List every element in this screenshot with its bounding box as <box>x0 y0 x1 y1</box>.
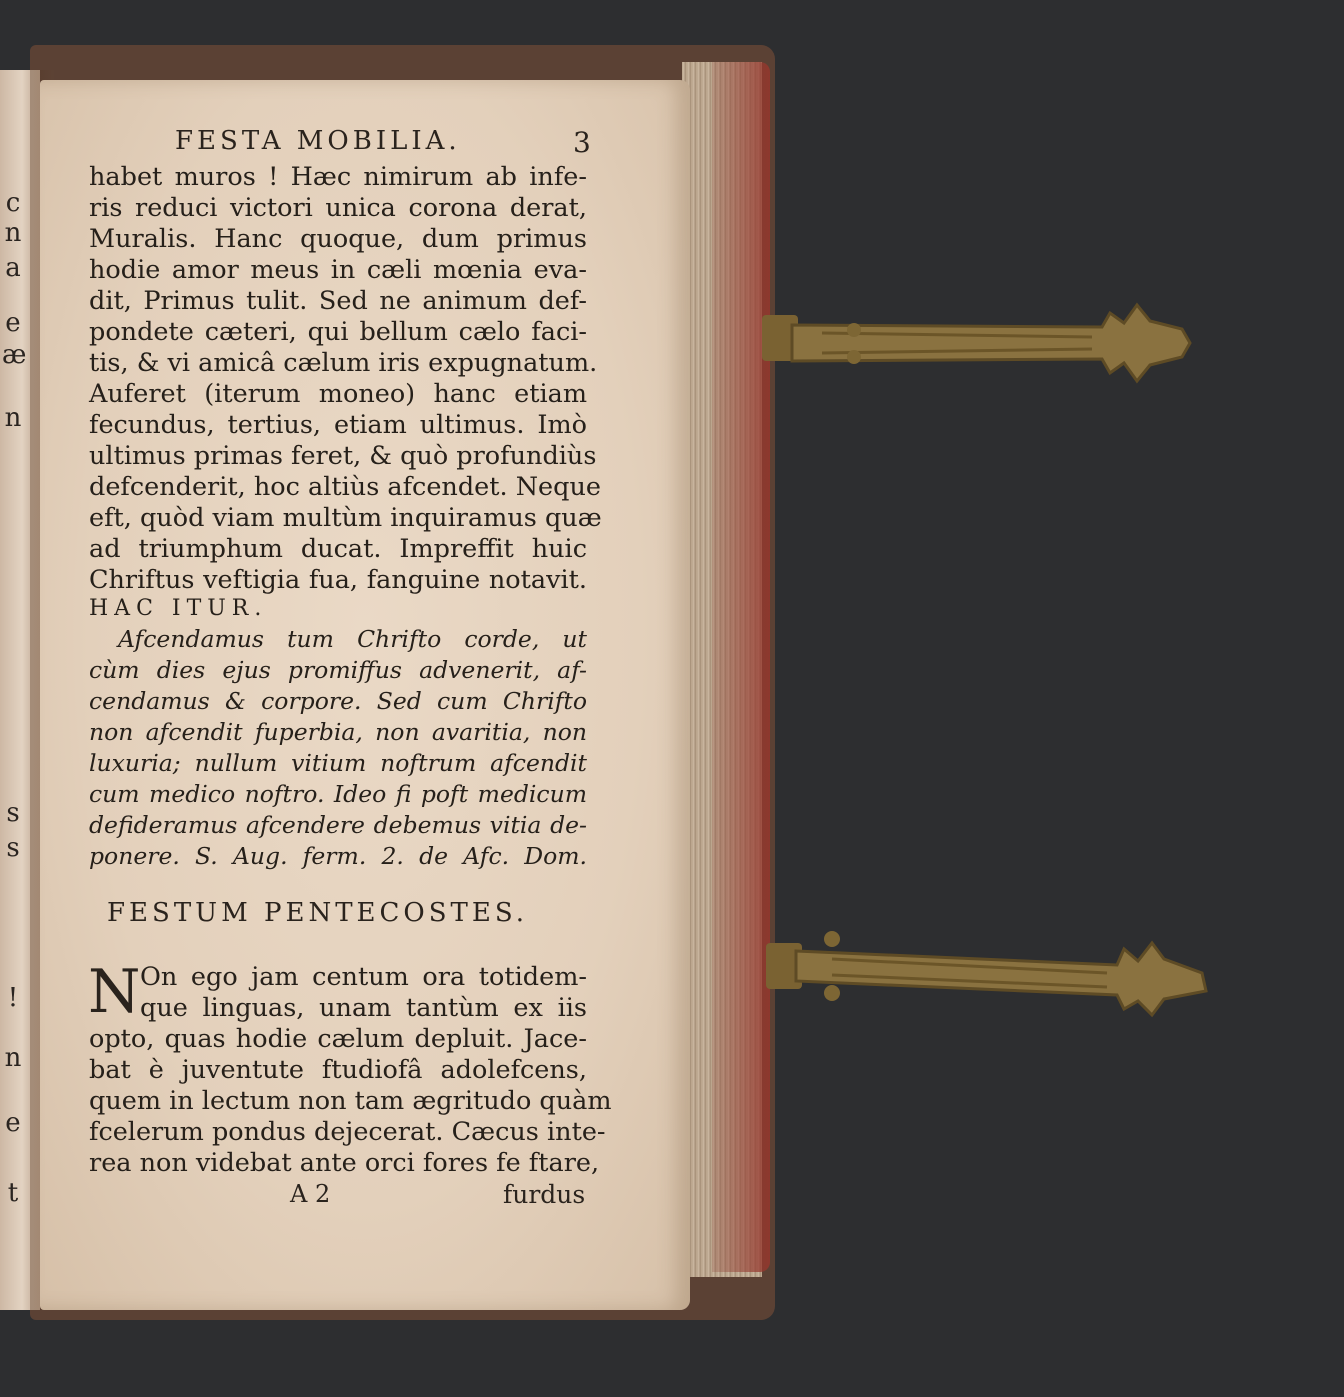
text-line: On ego jam centum ora totidem- <box>140 962 587 992</box>
quote-line: non afcendit fuperbia, non avaritia, non <box>89 718 587 746</box>
text-line: defcenderit, hoc altiùs afcendet. Neque <box>89 472 601 502</box>
text-line: bat è juventute ftudiofâ adolefcens, <box>89 1055 587 1085</box>
quote-line: defideramus afcendere debemus vitia de- <box>89 811 587 839</box>
clasp-shape <box>762 915 1212 1025</box>
signature-mark: A 2 <box>290 1180 331 1208</box>
upper-clasp <box>762 285 1212 395</box>
page-number: 3 <box>573 126 591 159</box>
text-line: Auferet (iterum moneo) hanc etiam <box>89 379 587 409</box>
text-line: pondete cæteri, qui bellum cælo faci- <box>89 317 587 347</box>
quote-line: cum medico noftro. Ideo fi poft medicum <box>89 780 587 808</box>
left-page-fragment: e <box>5 308 21 338</box>
text-line: Muralis. Hanc quoque, dum primus <box>89 224 587 254</box>
quote-line: luxuria; nullum vitium noftrum afcendit <box>89 749 587 777</box>
running-head: FESTA MOBILIA. <box>175 126 461 156</box>
text-line: ultimus primas feret, & quò profundiùs <box>89 441 597 471</box>
left-page-fragment: n <box>4 403 22 433</box>
left-page-fragment: n <box>4 1043 22 1073</box>
left-page-fragment: t <box>7 1178 19 1208</box>
text-line: Chriftus veftigia fua, fanguine notavit. <box>89 565 587 595</box>
text-line: rea non videbat ante orci fores fe ftare, <box>89 1148 600 1178</box>
left-page-fragment: c <box>5 188 21 218</box>
text-line: habet muros ! Hæc nimirum ab infe- <box>89 162 587 192</box>
text-line: que linguas, unam tantùm ex iis <box>140 993 587 1023</box>
text-line: fecundus, tertius, etiam ultimus. Imò <box>89 410 587 440</box>
left-page-fragment: a <box>5 253 21 283</box>
text-line: ad triumphum ducat. Impreffit huic <box>89 534 587 564</box>
text-line: hodie amor meus in cæli mœnia eva- <box>89 255 587 285</box>
quote-line: cùm dies ejus promiffus advenerit, af- <box>89 656 587 684</box>
red-fore-edge <box>712 62 770 1272</box>
text-line: opto, quas hodie cælum depluit. Jace- <box>89 1024 587 1054</box>
text-line: tis, & vi amicâ cælum iris expugnatum. <box>89 348 598 378</box>
drop-cap: N <box>88 957 141 1027</box>
text-line: eft, quòd viam multùm inquiramus quæ <box>89 503 602 533</box>
text-line: HAC ITUR. <box>89 596 268 621</box>
section-title: FESTUM PENTECOSTES. <box>107 898 529 928</box>
left-page-fragment: e <box>5 1108 21 1138</box>
catchword: furdus <box>503 1180 586 1209</box>
text-line: ris reduci victori unica corona derat, <box>89 193 587 223</box>
left-page-fragment: s <box>6 798 20 828</box>
left-page-fragment: ! <box>7 983 19 1013</box>
text-line: quem in lectum non tam ægritudo quàm <box>89 1086 612 1116</box>
text-line: dit, Primus tulit. Sed ne animum def- <box>89 286 587 316</box>
left-page-fragment: n <box>4 218 22 248</box>
lower-clasp <box>762 915 1212 1025</box>
text-line: fcelerum pondus dejecerat. Cæcus inte- <box>89 1117 606 1147</box>
quote-line: Afcendamus tum Chrifto corde, ut <box>118 625 587 653</box>
clasp-shape <box>762 285 1212 395</box>
quote-line: ponere. S. Aug. ferm. 2. de Afc. Dom. <box>89 842 587 870</box>
left-page-fragment: æ <box>2 340 27 370</box>
quote-line: cendamus & corpore. Sed cum Chrifto <box>89 687 587 715</box>
left-page-fragment: s <box>6 833 20 863</box>
